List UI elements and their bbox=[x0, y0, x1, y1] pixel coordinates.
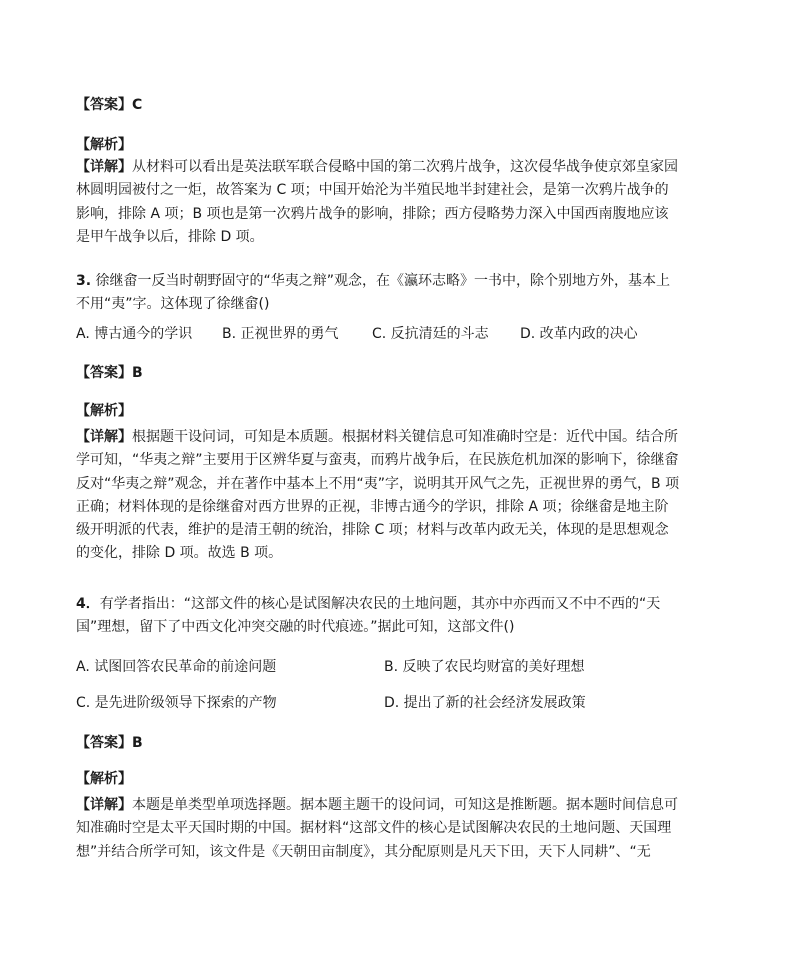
detail-text: 根据题干设问词，可知是本质题。根据材料关键信息可知准确时空是：近代中国。结合所学可知，“华夷之辩”主要用于区辨华夏与蛮夷，而鸦片战争后，在民族危机加深的影响下，徐继畲反对“华夷之辩”观念，并在著作中基本上不用“夷”字，说明其开风气之先，正视世界的勇气，B 项正确；材料体现的是徐继畲对西方世界的正视，非博古通今的学识，排除 A 项；徐继畲是地主阶级开明派的代表，维护的是清王朝的统治，排除 C 项；材料与改革内政无关，体现的是思想观念的变化，排除 D 项。故选 B 项。 bbox=[76, 429, 680, 562]
analysis-detail-4 bbox=[76, 794, 680, 864]
option-c: C. 反抗清廷的斗志 bbox=[372, 326, 489, 342]
question-stem: 有学者指出：“这部文件的核心是试图解决农民的土地问题，其亦中亦西而又不中不西的“天国”理想，留下了中西文化冲突交融的时代痕迹。”据此可知，这部文件() bbox=[76, 596, 661, 636]
answer-tag: 【答案】 bbox=[76, 735, 132, 751]
answer-line-4 bbox=[76, 732, 680, 755]
analysis-heading-3 bbox=[76, 400, 680, 423]
question-3 bbox=[76, 270, 680, 317]
question-4 bbox=[76, 593, 680, 640]
option-d: D. 提出了新的社会经济发展政策 bbox=[384, 695, 586, 711]
option-b: B. 反映了农民均财富的美好理想 bbox=[384, 659, 585, 675]
detail-tag: 【详解】 bbox=[76, 797, 132, 813]
answer-line-1 bbox=[76, 94, 680, 117]
analysis-heading-4 bbox=[76, 768, 680, 791]
question-number: 4． bbox=[76, 596, 100, 612]
detail-text: 本题是单类型单项选择题。据本题主题干的设问词，可知这是推断题。据本题时间信息可知准确时空是太平天国时期的中国。据材料“这部文件的核心是试图解决农民的土地问题、天国理想”并结合所学可知，该文件是《天朝田亩制度》，其分配原则是凡天下田，天下人同耕”、“无 bbox=[76, 797, 678, 860]
option-d: D. 改革内政的决心 bbox=[520, 326, 638, 342]
answer-tag: 【答案】 bbox=[76, 97, 132, 113]
answer-value: C bbox=[132, 97, 143, 113]
analysis-heading-1 bbox=[76, 134, 680, 157]
analysis-tag: 【解析】 bbox=[76, 403, 132, 419]
option-c: C. 是先进阶级领导下探索的产物 bbox=[76, 695, 277, 711]
question-number: 3. bbox=[76, 273, 92, 289]
analysis-tag: 【解析】 bbox=[76, 137, 132, 153]
question-stem: 徐继畲一反当时朝野固守的“华夷之辩”观念，在《瀛环志略》一书中，除个别地方外，基本上不用“夷”字。这体现了徐继畲() bbox=[76, 273, 671, 313]
analysis-detail-3 bbox=[76, 426, 680, 566]
detail-tag: 【详解】 bbox=[76, 429, 132, 445]
option-a: A. 试图回答农民革命的前途问题 bbox=[76, 659, 277, 675]
option-b: B. 正视世界的勇气 bbox=[222, 326, 339, 342]
answer-value: B bbox=[132, 365, 143, 381]
detail-text: 从材料可以看出是英法联军联合侵略中国的第二次鸦片战争，这次侵华战争使京郊皇家园林圆明园被付之一炬，故答案为 C 项；中国开始沦为半殖民地半封建社会，是第一次鸦片战争的影响，排除 A 项；B 项也是第一次鸦片战争的影响，排除；西方侵略势力深入中国西南腹地应该是甲午战争以后，排除 D 项。 bbox=[76, 159, 678, 245]
detail-tag: 【详解】 bbox=[76, 159, 132, 175]
answer-value: B bbox=[132, 735, 143, 751]
answer-line-3 bbox=[76, 362, 680, 385]
option-a: A. 博古通今的学识 bbox=[76, 326, 193, 342]
analysis-detail-1 bbox=[76, 156, 680, 249]
analysis-tag: 【解析】 bbox=[76, 771, 132, 787]
answer-tag: 【答案】 bbox=[76, 365, 132, 381]
